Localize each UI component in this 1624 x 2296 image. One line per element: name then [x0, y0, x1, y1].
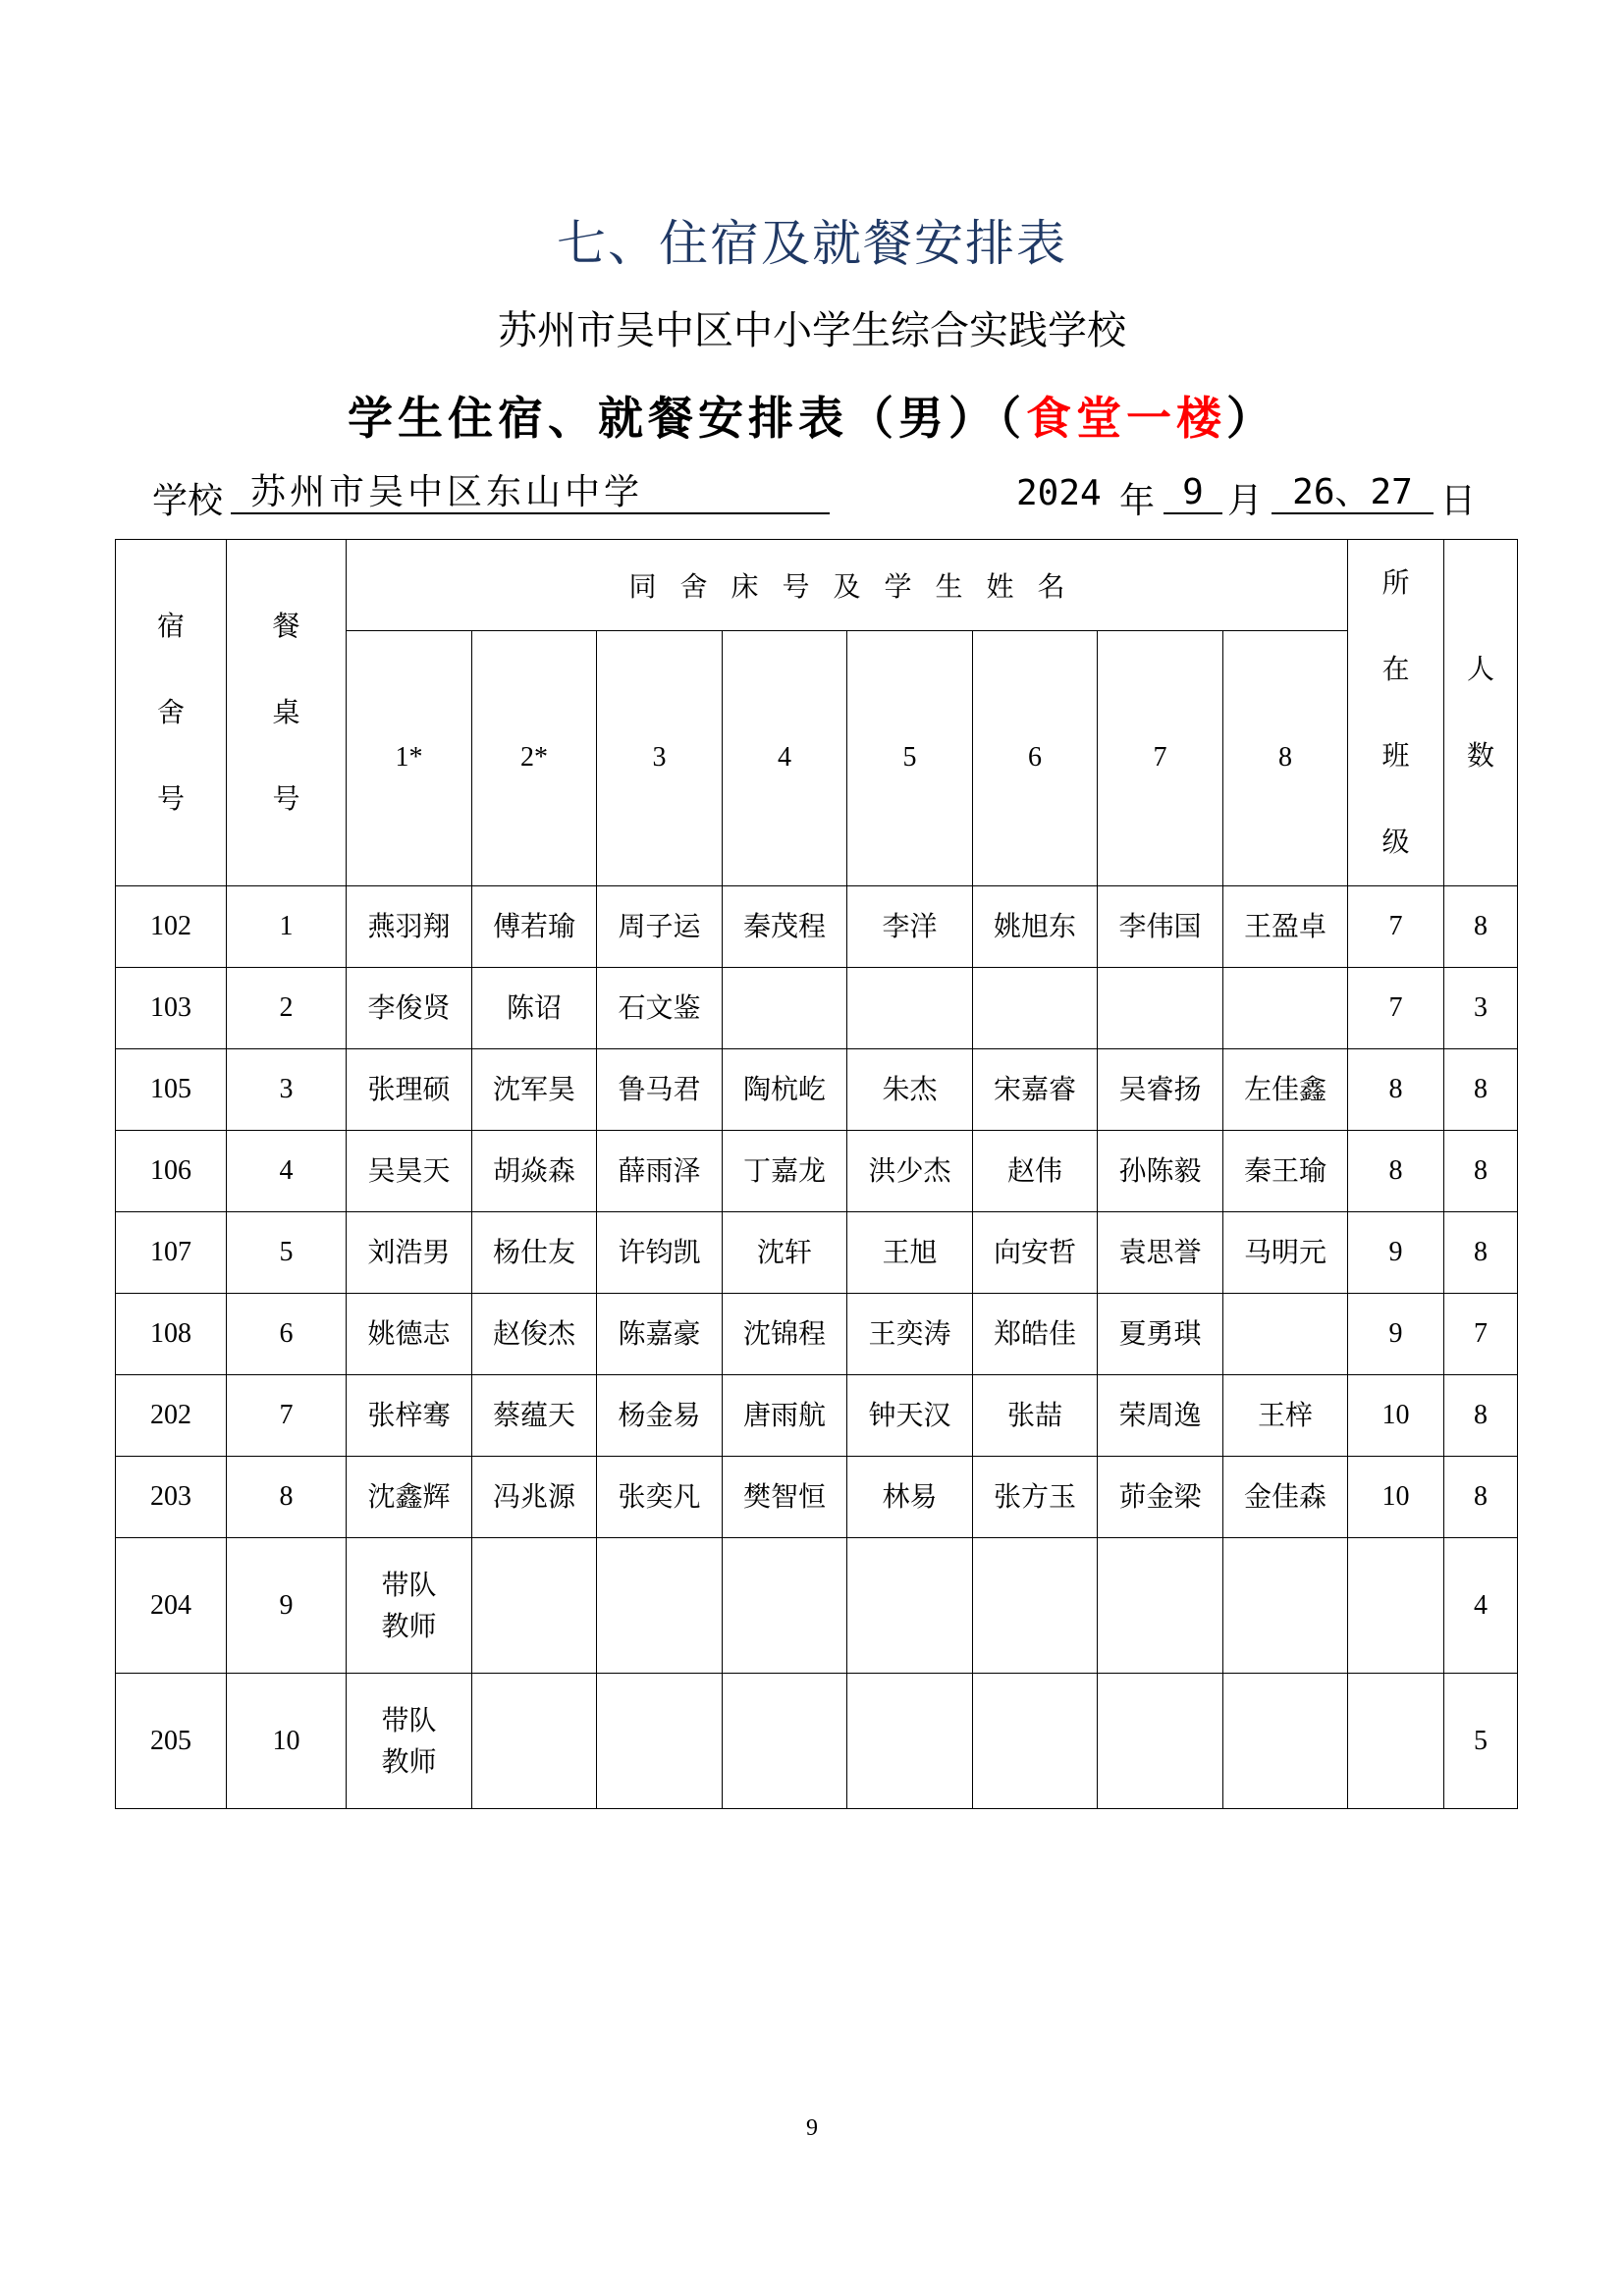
- student-name: [973, 968, 1098, 1049]
- student-count: 4: [1444, 1538, 1518, 1674]
- header-bed-7: 7: [1098, 630, 1223, 885]
- student-name: 张喆: [973, 1375, 1098, 1457]
- student-name: 林易: [847, 1457, 973, 1538]
- dorm-number: 204: [116, 1538, 227, 1674]
- class-number: [1348, 1674, 1444, 1809]
- header-table: 餐桌号: [227, 540, 347, 886]
- student-name: 钟天汉: [847, 1375, 973, 1457]
- student-name: 陈诏: [472, 968, 597, 1049]
- table-number: 9: [227, 1538, 347, 1674]
- dorm-table: [115, 539, 1518, 1809]
- student-name: 张理硕: [347, 1049, 472, 1131]
- header-bed-5: 5: [847, 630, 973, 885]
- student-name: [472, 1674, 597, 1809]
- table-row: [116, 1131, 1518, 1212]
- student-name: 夏勇琪: [1098, 1294, 1223, 1375]
- student-name: 陈嘉豪: [597, 1294, 723, 1375]
- school-title: 苏州市吴中区中小学生综合实践学校: [498, 308, 1126, 353]
- class-number: 9: [1348, 1212, 1444, 1294]
- header-bed-group: 同舍床号及学生姓名: [347, 540, 1348, 631]
- student-count: 8: [1444, 1131, 1518, 1212]
- student-name: 李洋: [847, 886, 973, 968]
- header-row-1: [116, 540, 1518, 631]
- student-name: 赵伟: [973, 1131, 1098, 1212]
- table-number: 4: [227, 1131, 347, 1212]
- student-name: 沈鑫辉: [347, 1457, 472, 1538]
- month-unit: 月: [1227, 481, 1264, 521]
- student-count: 8: [1444, 1049, 1518, 1131]
- table-row: [116, 1049, 1518, 1131]
- student-name: 马明元: [1223, 1212, 1348, 1294]
- month-value: 9: [1164, 473, 1222, 514]
- day-value: 26、27: [1272, 473, 1434, 514]
- table-row: [116, 1674, 1518, 1809]
- school-name-text: 苏州市吴中区东山中学: [250, 472, 644, 512]
- student-name: 向安哲: [973, 1212, 1098, 1294]
- student-name: 沈军昊: [472, 1049, 597, 1131]
- dorm-number: 105: [116, 1049, 227, 1131]
- subtitle-end: ）: [1226, 392, 1276, 445]
- student-name: [597, 1538, 723, 1674]
- student-name: 李俊贤: [347, 968, 472, 1049]
- page-number: 9: [806, 2115, 818, 2141]
- header-bed-3: 3: [597, 630, 723, 885]
- student-count: 8: [1444, 886, 1518, 968]
- table-row: [116, 968, 1518, 1049]
- student-name: 王旭: [847, 1212, 973, 1294]
- student-name: [723, 1674, 847, 1809]
- student-name: 许钧凯: [597, 1212, 723, 1294]
- student-name: 张梓骞: [347, 1375, 472, 1457]
- student-name: 陶杭屹: [723, 1049, 847, 1131]
- class-number: 7: [1348, 886, 1444, 968]
- student-name: 秦王瑜: [1223, 1131, 1348, 1212]
- info-line: [152, 473, 1478, 520]
- student-name: 杨金易: [597, 1375, 723, 1457]
- student-name: 张奕凡: [597, 1457, 723, 1538]
- student-name: 冯兆源: [472, 1457, 597, 1538]
- student-name: 张方玉: [973, 1457, 1098, 1538]
- table-number: 10: [227, 1674, 347, 1809]
- header-bed-8: 8: [1223, 630, 1348, 885]
- class-number: 8: [1348, 1049, 1444, 1131]
- student-name: 茆金梁: [1098, 1457, 1223, 1538]
- dorm-number: 102: [116, 886, 227, 968]
- table-row: [116, 1212, 1518, 1294]
- year-unit: 年: [1119, 481, 1156, 521]
- student-name: 朱杰: [847, 1049, 973, 1131]
- class-number: [1348, 1538, 1444, 1674]
- table-row: [116, 1457, 1518, 1538]
- day-unit: 日: [1440, 481, 1477, 521]
- dorm-number: 202: [116, 1375, 227, 1457]
- student-name: 蔡蕴天: [472, 1375, 597, 1457]
- table-number: 1: [227, 886, 347, 968]
- dorm-number: 108: [116, 1294, 227, 1375]
- student-name: 沈锦程: [723, 1294, 847, 1375]
- dorm-number: 106: [116, 1131, 227, 1212]
- table-number: 3: [227, 1049, 347, 1131]
- header-count: 人数: [1444, 540, 1518, 886]
- student-name: 鲁马君: [597, 1049, 723, 1131]
- student-name: 丁嘉龙: [723, 1131, 847, 1212]
- student-name: 樊智恒: [723, 1457, 847, 1538]
- header-dorm: 宿舍号: [116, 540, 227, 886]
- student-name: [723, 1538, 847, 1674]
- student-name: 郑皓佳: [973, 1294, 1098, 1375]
- student-name: 金佳森: [1223, 1457, 1348, 1538]
- dorm-number: 103: [116, 968, 227, 1049]
- page-title: 七、住宿及就餐安排表: [557, 215, 1067, 272]
- student-name: 燕羽翔: [347, 886, 472, 968]
- dorm-number: 203: [116, 1457, 227, 1538]
- table-number: 7: [227, 1375, 347, 1457]
- student-name: [847, 968, 973, 1049]
- student-name: 吴睿扬: [1098, 1049, 1223, 1131]
- student-count: 8: [1444, 1212, 1518, 1294]
- header-bed-1: 1*: [347, 630, 472, 885]
- student-name: 王梓: [1223, 1375, 1348, 1457]
- header-class: 所在班级: [1348, 540, 1444, 886]
- table-body: [116, 540, 1518, 1809]
- student-name: 秦茂程: [723, 886, 847, 968]
- student-name: 薛雨泽: [597, 1131, 723, 1212]
- class-number: 10: [1348, 1375, 1444, 1457]
- student-name: 宋嘉睿: [973, 1049, 1098, 1131]
- student-name: 石文鉴: [597, 968, 723, 1049]
- student-count: 3: [1444, 968, 1518, 1049]
- student-name: 沈轩: [723, 1212, 847, 1294]
- student-name: 唐雨航: [723, 1375, 847, 1457]
- table-number: 6: [227, 1294, 347, 1375]
- student-name: 杨仕友: [472, 1212, 597, 1294]
- student-name: 姚旭东: [973, 886, 1098, 968]
- student-name: 姚德志: [347, 1294, 472, 1375]
- student-count: 8: [1444, 1375, 1518, 1457]
- student-name: [1098, 1674, 1223, 1809]
- student-name: 李伟国: [1098, 886, 1223, 968]
- subtitle-main: 学生住宿、就餐安排表（男）（: [348, 392, 1026, 445]
- student-name: 荣周逸: [1098, 1375, 1223, 1457]
- student-name: 王盈卓: [1223, 886, 1348, 968]
- table-row: [116, 1538, 1518, 1674]
- student-name: 洪少杰: [847, 1131, 973, 1212]
- header-bed-2: 2*: [472, 630, 597, 885]
- student-name: [597, 1674, 723, 1809]
- student-name: 吴昊天: [347, 1131, 472, 1212]
- student-count: 7: [1444, 1294, 1518, 1375]
- table-number: 2: [227, 968, 347, 1049]
- table-row: [116, 1375, 1518, 1457]
- student-name: [1223, 1674, 1348, 1809]
- student-name: [723, 968, 847, 1049]
- school-label: 学校: [152, 481, 224, 521]
- student-name: [1098, 1538, 1223, 1674]
- student-name: 带队教师: [347, 1538, 472, 1674]
- student-name: [847, 1674, 973, 1809]
- student-count: 8: [1444, 1457, 1518, 1538]
- header-bed-6: 6: [973, 630, 1098, 885]
- student-name: 袁思誉: [1098, 1212, 1223, 1294]
- student-name: [472, 1538, 597, 1674]
- table-subtitle: [0, 383, 1624, 448]
- student-name: 孙陈毅: [1098, 1131, 1223, 1212]
- class-number: 10: [1348, 1457, 1444, 1538]
- student-count: 5: [1444, 1674, 1518, 1809]
- dorm-number: 205: [116, 1674, 227, 1809]
- student-name: [973, 1674, 1098, 1809]
- student-name: [973, 1538, 1098, 1674]
- student-name: [847, 1538, 973, 1674]
- student-name: 左佳鑫: [1223, 1049, 1348, 1131]
- student-name: 赵俊杰: [472, 1294, 597, 1375]
- dorm-number: 107: [116, 1212, 227, 1294]
- student-name: [1223, 968, 1348, 1049]
- header-bed-4: 4: [723, 630, 847, 885]
- table-number: 5: [227, 1212, 347, 1294]
- student-name: 带队教师: [347, 1674, 472, 1809]
- table-number: 8: [227, 1457, 347, 1538]
- student-name: 刘浩男: [347, 1212, 472, 1294]
- student-name: 傅若瑜: [472, 886, 597, 968]
- student-name: [1098, 968, 1223, 1049]
- class-number: 9: [1348, 1294, 1444, 1375]
- student-name: [1223, 1538, 1348, 1674]
- table-row: [116, 886, 1518, 968]
- subtitle-canteen: 食堂一楼: [1026, 392, 1226, 445]
- student-name: [1223, 1294, 1348, 1375]
- class-number: 7: [1348, 968, 1444, 1049]
- table-row: [116, 1294, 1518, 1375]
- school-name: [231, 473, 830, 514]
- student-name: 王奕涛: [847, 1294, 973, 1375]
- class-number: 8: [1348, 1131, 1444, 1212]
- year-value: 2024: [1016, 473, 1102, 513]
- student-name: 周子运: [597, 886, 723, 968]
- student-name: 胡焱森: [472, 1131, 597, 1212]
